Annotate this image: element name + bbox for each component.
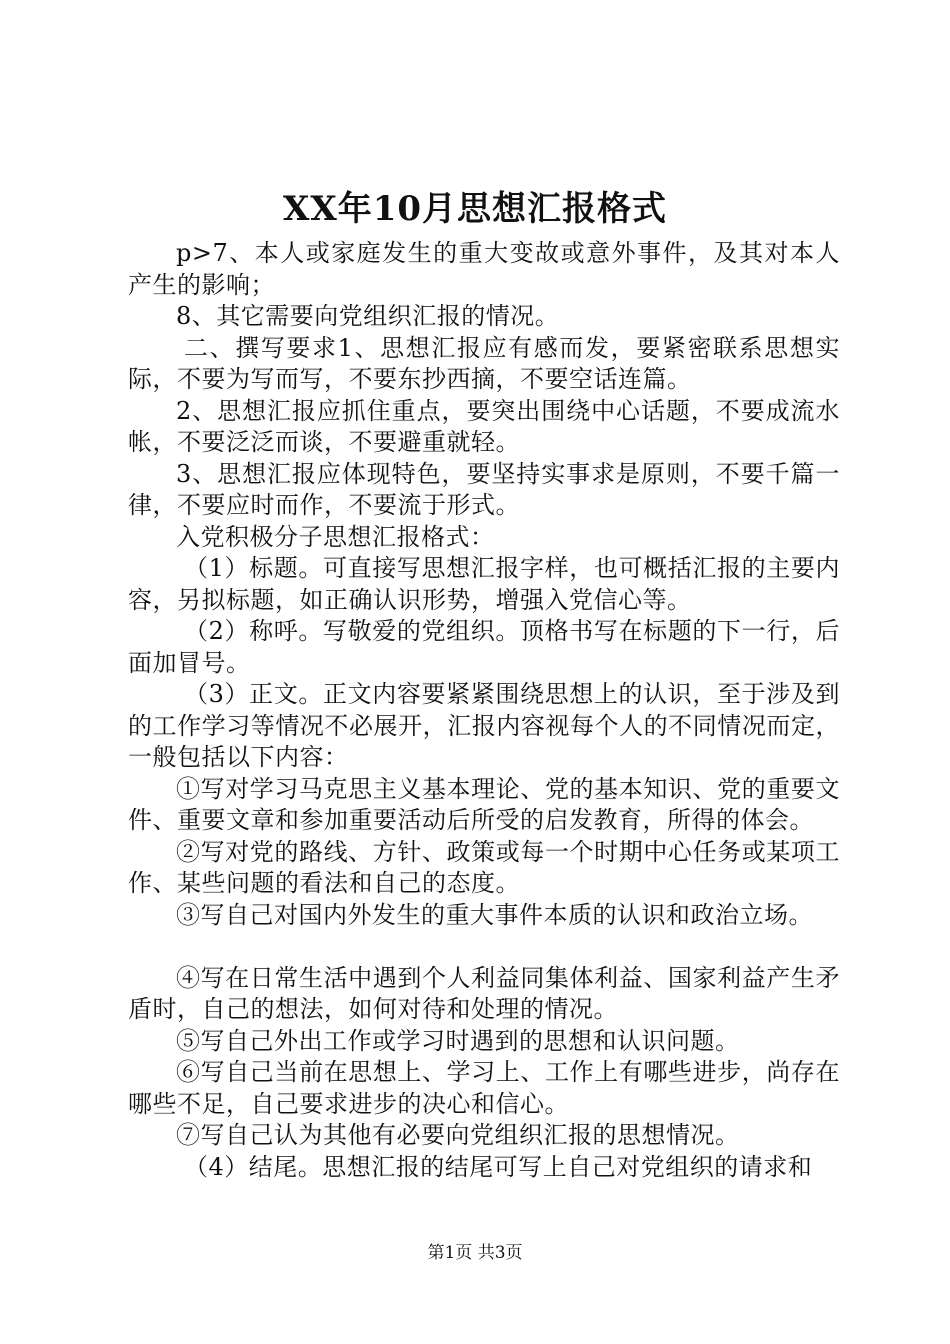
paragraph: ⑥写自己当前在思想上、学习上、工作上有哪些进步，尚存在哪些不足，自己要求进步的决心和信心。 bbox=[128, 1058, 840, 1118]
paragraph: （4）结尾。思想汇报的结尾可写上自己对党组织的请求和 bbox=[184, 1152, 813, 1181]
document-title: XX年10月思想汇报格式 bbox=[282, 189, 668, 229]
page-footer: 第1页 共3页 bbox=[427, 1243, 523, 1263]
paragraph: （2）称呼。写敬爱的党组织。顶格书写在标题的下一行，后面加冒号。 bbox=[128, 617, 840, 677]
paragraph: 二、撰写要求1、思想汇报应有感而发，要紧密联系思想实际，不要为写而写，不要东抄西摘，不要空话连篇。 bbox=[128, 333, 840, 393]
paragraph: （3）正文。正文内容要紧紧围绕思想上的认识，至于涉及到的工作学习等情况不必展开，汇报内容视每个人的不同情况而定，一般包括以下内容： bbox=[128, 680, 840, 771]
paragraph: ②写对党的路线、方针、政策或每一个时期中心任务或某项工作、某些问题的看法和自己的态度。 bbox=[128, 837, 840, 897]
paragraph: ③写自己对国内外发生的重大事件本质的认识和政治立场。 bbox=[176, 900, 813, 929]
paragraph: p>7、本人或家庭发生的重大变故或意外事件，及其对本人产生的影响； bbox=[128, 239, 840, 299]
paragraph: 入党积极分子思想汇报格式： bbox=[176, 522, 495, 551]
paragraph: 2、思想汇报应抓住重点，要突出围绕中心话题，不要成流水帐，不要泛泛而谈，不要避重就轻。 bbox=[128, 396, 840, 456]
paragraph: （1）标题。可直接写思想汇报字样，也可概括汇报的主要内容，另拟标题，如正确认识形势，增强入党信心等。 bbox=[128, 554, 840, 614]
document-body bbox=[128, 238, 840, 1183]
paragraph: 8、其它需要向党组织汇报的情况。 bbox=[176, 302, 560, 330]
blank-line bbox=[128, 931, 840, 963]
paragraph: ①写对学习马克思主义基本理论、党的基本知识、党的重要文件、重要文章和参加重要活动后所受的启发教育，所得的体会。 bbox=[128, 774, 840, 834]
paragraph: ⑤写自己外出工作或学习时遇到的思想和认识问题。 bbox=[176, 1026, 740, 1055]
paragraph: ⑦写自己认为其他有必要向党组织汇报的思想情况。 bbox=[176, 1121, 740, 1149]
paragraph: ④写在日常生活中遇到个人利益同集体利益、国家利益产生矛盾时，自己的想法，如何对待和处理的情况。 bbox=[128, 963, 840, 1023]
paragraph: 3、思想汇报应体现特色，要坚持实事求是原则，不要千篇一律，不要应时而作，不要流于形式。 bbox=[128, 459, 840, 519]
